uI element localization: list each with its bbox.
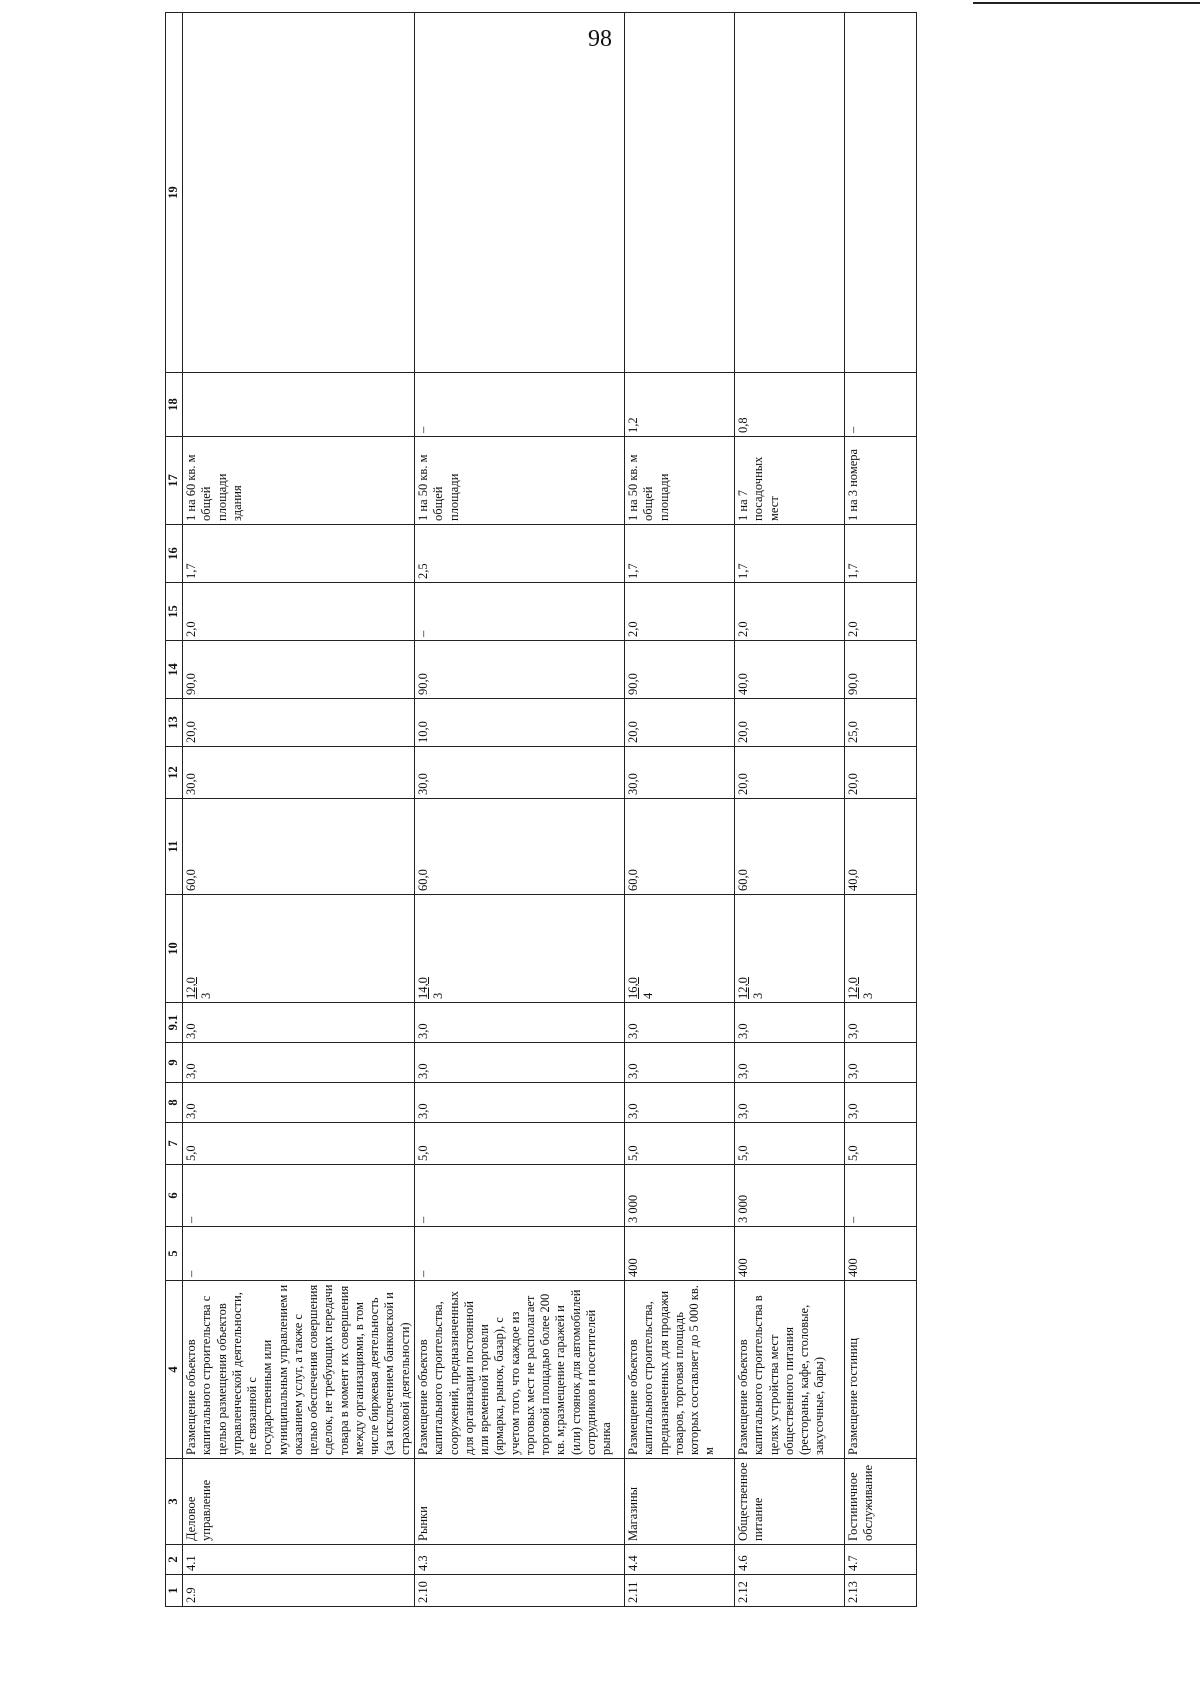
cell-fraction <box>735 895 845 1003</box>
fraction <box>846 977 877 999</box>
cell-c2: 4.7 <box>845 1545 917 1575</box>
column-header: 3 <box>166 1459 183 1545</box>
cell-c3: Общественное питание <box>735 1459 845 1545</box>
cell-c15: 2,0 <box>845 583 917 641</box>
cell-fraction <box>415 895 625 1003</box>
cell-c7: 5,0 <box>735 1123 845 1165</box>
cell-c9: 3,0 <box>415 1043 625 1083</box>
fraction-denominator: 3 <box>431 992 446 999</box>
cell-c19 <box>183 13 415 373</box>
column-header: 6 <box>166 1165 183 1227</box>
cell-c17: 1 на 3 номера <box>845 437 917 525</box>
cell-c13: 20,0 <box>183 699 415 747</box>
column-header: 12 <box>166 747 183 799</box>
table-row <box>625 13 735 1607</box>
cell-c18: – <box>845 373 917 437</box>
cell-c19 <box>625 13 735 373</box>
cell-c6: – <box>415 1165 625 1227</box>
cell-c11: 40,0 <box>845 799 917 895</box>
fraction <box>626 977 657 999</box>
cell-c91: 3,0 <box>735 1003 845 1043</box>
cell-c15: 2,0 <box>735 583 845 641</box>
cell-c19 <box>415 13 625 373</box>
cell-c14: 90,0 <box>183 641 415 699</box>
cell-c2: 4.4 <box>625 1545 735 1575</box>
cell-c9: 3,0 <box>183 1043 415 1083</box>
cell-c17: 1 на 60 кв. м общей площади здания <box>183 437 415 525</box>
fraction-numerator: 12,0 <box>184 977 198 999</box>
cell-c6: – <box>183 1165 415 1227</box>
cell-c1: 2.10 <box>415 1575 625 1607</box>
cell-c4: Размещение объектов капитального строительства с целью размещения объектов управленческой деятельности, не связанной с государственным или муниципальным управлением и оказанием услуг, а также с целью обеспечения совершения сделок, не требующих передачи товара в момент их совершения между организациями, в том числе биржевая деятельность (за исключением банковской и страховой деятельности) <box>183 1281 415 1459</box>
column-header: 7 <box>166 1123 183 1165</box>
cell-c1: 2.9 <box>183 1575 415 1607</box>
column-header: 16 <box>166 525 183 583</box>
cell-c5: 400 <box>625 1227 735 1281</box>
cell-c15: 2,0 <box>183 583 415 641</box>
table-row <box>845 13 917 1607</box>
cell-fraction <box>183 895 415 1003</box>
cell-c1: 2.12 <box>735 1575 845 1607</box>
cell-c17: 1 на 50 кв. м общей площади <box>415 437 625 525</box>
column-header: 18 <box>166 373 183 437</box>
page-number: 98 <box>588 26 612 52</box>
cell-c3: Магазины <box>625 1459 735 1545</box>
cell-c91: 3,0 <box>415 1003 625 1043</box>
cell-fraction <box>625 895 735 1003</box>
column-header: 17 <box>166 437 183 525</box>
cell-c17: 1 на 50 кв. м общей площади <box>625 437 735 525</box>
cell-c91: 3,0 <box>845 1003 917 1043</box>
cell-c18: 0,8 <box>735 373 845 437</box>
cell-c4: Размещение объектов капитального строительства, предназначенных для продажи товаров, торговая площадь которых составляет до 5 000 кв. м <box>625 1281 735 1459</box>
fraction <box>416 977 447 999</box>
column-header: 11 <box>166 799 183 895</box>
fraction-numerator: 16,0 <box>626 977 640 999</box>
cell-c7: 5,0 <box>625 1123 735 1165</box>
cell-c7: 5,0 <box>845 1123 917 1165</box>
fraction-denominator: 3 <box>861 992 876 999</box>
cell-c8: 3,0 <box>183 1083 415 1123</box>
cell-c12: 30,0 <box>415 747 625 799</box>
cell-c16: 1,7 <box>625 525 735 583</box>
cell-c19 <box>845 13 917 373</box>
cell-c2: 4.1 <box>183 1545 415 1575</box>
regulations-table <box>165 12 917 1607</box>
column-header: 4 <box>166 1281 183 1459</box>
cell-c12: 30,0 <box>625 747 735 799</box>
cell-c13: 25,0 <box>845 699 917 747</box>
cell-c13: 20,0 <box>625 699 735 747</box>
cell-c14: 90,0 <box>415 641 625 699</box>
cell-c8: 3,0 <box>735 1083 845 1123</box>
cell-c5: 400 <box>735 1227 845 1281</box>
cell-c6: 3 000 <box>625 1165 735 1227</box>
cell-c18: 1,2 <box>625 373 735 437</box>
rotated-table-frame <box>165 113 1034 1607</box>
cell-c16: 2,5 <box>415 525 625 583</box>
fraction-denominator: 4 <box>641 992 656 999</box>
cell-c4: Размещение гостиниц <box>845 1281 917 1459</box>
cell-c2: 4.3 <box>415 1545 625 1575</box>
column-header: 1 <box>166 1575 183 1607</box>
cell-c9: 3,0 <box>625 1043 735 1083</box>
column-header: 14 <box>166 641 183 699</box>
fraction-denominator: 3 <box>751 992 766 999</box>
column-header: 10 <box>166 895 183 1003</box>
cell-c19 <box>735 13 845 373</box>
cell-c16: 1,7 <box>845 525 917 583</box>
cell-c12: 20,0 <box>735 747 845 799</box>
cell-c91: 3,0 <box>183 1003 415 1043</box>
column-header: 13 <box>166 699 183 747</box>
fraction-numerator: 12,0 <box>736 977 750 999</box>
cell-c15: 2,0 <box>625 583 735 641</box>
column-header: 19 <box>166 13 183 373</box>
cell-c7: 5,0 <box>415 1123 625 1165</box>
column-header: 8 <box>166 1083 183 1123</box>
column-header: 2 <box>166 1545 183 1575</box>
cell-c91: 3,0 <box>625 1003 735 1043</box>
cell-c5: 400 <box>845 1227 917 1281</box>
cell-c16: 1,7 <box>183 525 415 583</box>
fraction-numerator: 12,0 <box>846 977 860 999</box>
table-row <box>183 13 415 1607</box>
cell-c15: – <box>415 583 625 641</box>
cell-c9: 3,0 <box>735 1043 845 1083</box>
column-header: 15 <box>166 583 183 641</box>
cell-c14: 90,0 <box>625 641 735 699</box>
cell-c6: – <box>845 1165 917 1227</box>
cell-c6: 3 000 <box>735 1165 845 1227</box>
cell-c7: 5,0 <box>183 1123 415 1165</box>
cell-c14: 40,0 <box>735 641 845 699</box>
cell-c17: 1 на 7 посадочных мест <box>735 437 845 525</box>
table-row <box>735 13 845 1607</box>
column-header: 5 <box>166 1227 183 1281</box>
table-row <box>415 13 625 1607</box>
cell-c11: 60,0 <box>625 799 735 895</box>
cell-c11: 60,0 <box>415 799 625 895</box>
cell-c12: 30,0 <box>183 747 415 799</box>
header-row <box>166 13 183 1607</box>
cell-c2: 4.6 <box>735 1545 845 1575</box>
fraction <box>736 977 767 999</box>
column-header: 9 <box>166 1043 183 1083</box>
cell-fraction <box>845 895 917 1003</box>
cell-c4: Размещение объектов капитального строительства в целях устройства мест общественного питания (рестораны, кафе, столовые, закусочные, бары) <box>735 1281 845 1459</box>
cell-c11: 60,0 <box>183 799 415 895</box>
cell-c14: 90,0 <box>845 641 917 699</box>
cell-c13: 10,0 <box>415 699 625 747</box>
cell-c1: 2.13 <box>845 1575 917 1607</box>
column-header: 9.1 <box>166 1003 183 1043</box>
cell-c5: – <box>183 1227 415 1281</box>
cell-c16: 1,7 <box>735 525 845 583</box>
cell-c3: Деловое управление <box>183 1459 415 1545</box>
cell-c18: – <box>415 373 625 437</box>
cell-c3: Рынки <box>415 1459 625 1545</box>
cell-c8: 3,0 <box>625 1083 735 1123</box>
cell-c1: 2.11 <box>625 1575 735 1607</box>
cell-c13: 20,0 <box>735 699 845 747</box>
fraction <box>184 977 215 999</box>
cell-c8: 3,0 <box>845 1083 917 1123</box>
fraction-denominator: 3 <box>199 992 214 999</box>
cell-c12: 20,0 <box>845 747 917 799</box>
cell-c3: Гостиничное обслуживание <box>845 1459 917 1545</box>
cell-c4: Размещение объектов капитального строительства, сооружений, предназначенных для организации постоянной или временной торговли (ярмарка, рынок, базар), с учетом того, что каждое из торговых мест не располагает торговой площадью более 200 кв. м;размещение гаражей и (или) стоянок для автомобилей сотрудников и посетителей рынка <box>415 1281 625 1459</box>
cell-c8: 3,0 <box>415 1083 625 1123</box>
fraction-numerator: 14,0 <box>416 977 430 999</box>
cell-c9: 3,0 <box>845 1043 917 1083</box>
cell-c5: – <box>415 1227 625 1281</box>
top-rule <box>973 2 1200 4</box>
cell-c18 <box>183 373 415 437</box>
cell-c11: 60,0 <box>735 799 845 895</box>
